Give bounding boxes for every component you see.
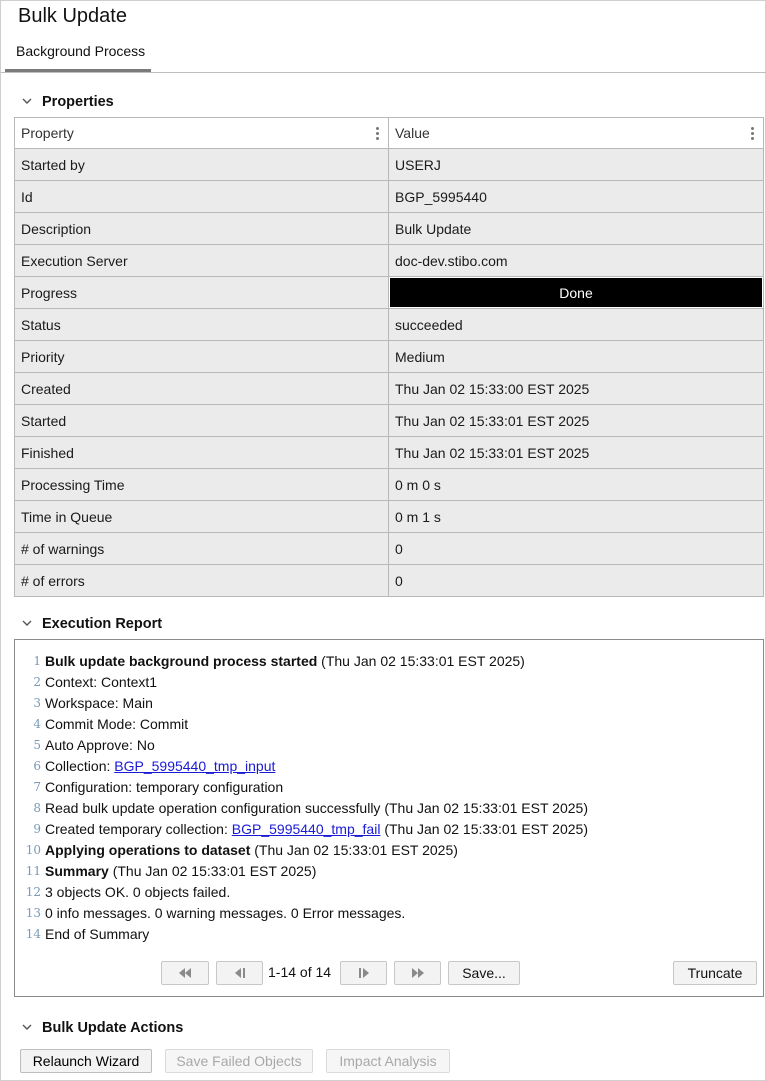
report-line bbox=[15, 671, 763, 692]
line-number: 9 bbox=[33, 821, 41, 836]
progress-cell bbox=[389, 277, 764, 309]
line-bold-text: Bulk update background process started bbox=[45, 652, 318, 669]
property-name: Started bbox=[15, 405, 389, 437]
progress-bar: Done bbox=[390, 278, 762, 307]
execution-report-panel bbox=[14, 639, 764, 997]
report-line bbox=[15, 755, 763, 776]
property-name: Processing Time bbox=[15, 469, 389, 501]
line-bold-text: Summary bbox=[45, 862, 109, 879]
page-count: 1-14 of 14 bbox=[268, 964, 332, 980]
line-number: 13 bbox=[25, 905, 41, 920]
property-name: Status bbox=[15, 309, 389, 341]
line-text bbox=[45, 758, 275, 774]
property-row[interactable] bbox=[15, 309, 764, 341]
line-number: 6 bbox=[33, 758, 41, 773]
property-value: Thu Jan 02 15:33:01 EST 2025 bbox=[389, 405, 764, 437]
line-text bbox=[45, 779, 283, 795]
line-plain-text: 0 info messages. 0 warning messages. 0 Error messages. bbox=[45, 904, 406, 921]
property-value: 0 bbox=[389, 565, 764, 597]
column-header-value[interactable] bbox=[389, 118, 764, 149]
report-line bbox=[15, 692, 763, 713]
property-name: Priority bbox=[15, 341, 389, 373]
property-name: Description bbox=[15, 213, 389, 245]
property-value: succeeded bbox=[389, 309, 764, 341]
property-row[interactable] bbox=[15, 565, 764, 597]
chevron-down-icon bbox=[20, 617, 40, 631]
next-page-icon bbox=[356, 967, 372, 979]
line-number: 10 bbox=[25, 842, 41, 857]
chevron-down-icon bbox=[20, 1021, 40, 1035]
property-name: Started by bbox=[15, 149, 389, 181]
line-text bbox=[45, 716, 188, 732]
property-value: Thu Jan 02 15:33:00 EST 2025 bbox=[389, 373, 764, 405]
line-text bbox=[45, 800, 588, 816]
property-name: Execution Server bbox=[15, 245, 389, 277]
report-line bbox=[15, 818, 763, 839]
property-value: Bulk Update bbox=[389, 213, 764, 245]
property-name: Time in Queue bbox=[15, 501, 389, 533]
line-number: 8 bbox=[33, 800, 41, 815]
line-text bbox=[45, 674, 157, 690]
property-row[interactable] bbox=[15, 341, 764, 373]
line-number: 12 bbox=[25, 884, 41, 899]
line-text bbox=[45, 884, 230, 900]
line-plain-text: 3 objects OK. 0 objects failed. bbox=[45, 883, 231, 900]
line-plain-text: (Thu Jan 02 15:33:01 EST 2025) bbox=[250, 841, 458, 858]
save-report-button[interactable]: Save... bbox=[448, 961, 520, 985]
last-page-button[interactable] bbox=[394, 961, 441, 985]
line-plain-text: Context: Context1 bbox=[45, 673, 158, 690]
property-row[interactable] bbox=[15, 373, 764, 405]
report-line bbox=[15, 881, 763, 902]
property-value: 0 m 1 s bbox=[389, 501, 764, 533]
execution-report-section-title: Execution Report bbox=[42, 616, 163, 632]
property-value: BGP_5995440 bbox=[389, 181, 764, 213]
next-page-button[interactable] bbox=[340, 961, 387, 985]
collection-link[interactable]: BGP_5995440_tmp_fail bbox=[231, 820, 381, 837]
property-row[interactable] bbox=[15, 277, 764, 309]
last-page-icon bbox=[410, 967, 426, 979]
property-row[interactable] bbox=[15, 501, 764, 533]
property-row[interactable] bbox=[15, 149, 764, 181]
property-row[interactable] bbox=[15, 245, 764, 277]
report-line bbox=[15, 860, 763, 881]
properties-section-header[interactable] bbox=[20, 92, 114, 112]
report-line bbox=[15, 776, 763, 797]
line-text bbox=[45, 695, 153, 711]
report-line bbox=[15, 734, 763, 755]
truncate-button[interactable]: Truncate bbox=[673, 961, 757, 985]
report-line bbox=[15, 839, 763, 860]
line-plain-text: (Thu Jan 02 15:33:01 EST 2025) bbox=[317, 652, 525, 669]
window-title: Bulk Update bbox=[18, 5, 127, 27]
property-row[interactable] bbox=[15, 437, 764, 469]
previous-page-icon bbox=[232, 967, 248, 979]
previous-page-button[interactable] bbox=[216, 961, 263, 985]
line-text bbox=[45, 653, 525, 669]
property-name: # of errors bbox=[15, 565, 389, 597]
column-header-property-label: Property bbox=[21, 125, 74, 141]
first-page-icon bbox=[177, 967, 193, 979]
property-value: 0 m 0 s bbox=[389, 469, 764, 501]
line-number: 5 bbox=[33, 737, 41, 752]
line-text bbox=[45, 737, 155, 753]
property-row[interactable] bbox=[15, 181, 764, 213]
report-line bbox=[15, 713, 763, 734]
tab-background-process[interactable]: Background Process bbox=[5, 37, 151, 72]
line-number: 3 bbox=[33, 695, 41, 710]
execution-report-lines bbox=[15, 650, 763, 944]
line-text bbox=[45, 905, 405, 921]
first-page-button[interactable] bbox=[161, 961, 209, 985]
line-text bbox=[45, 842, 458, 858]
line-number: 1 bbox=[33, 653, 41, 668]
relaunch-wizard-button[interactable]: Relaunch Wizard bbox=[20, 1049, 152, 1073]
property-name: Progress bbox=[15, 277, 389, 309]
line-plain-text: Created temporary collection: bbox=[45, 820, 232, 837]
line-plain-text: Commit Mode: Commit bbox=[45, 715, 189, 732]
tab-bar bbox=[1, 37, 766, 73]
properties-table bbox=[14, 117, 764, 597]
column-header-value-label: Value bbox=[395, 125, 430, 141]
report-line bbox=[15, 650, 763, 671]
bulk-update-actions-section-header[interactable] bbox=[20, 1018, 183, 1038]
property-row[interactable] bbox=[15, 405, 764, 437]
line-number: 4 bbox=[33, 716, 41, 731]
property-name: Created bbox=[15, 373, 389, 405]
property-value: doc-dev.stibo.com bbox=[389, 245, 764, 277]
report-line bbox=[15, 902, 763, 923]
line-number: 14 bbox=[25, 926, 41, 941]
line-plain-text: Collection: bbox=[45, 757, 115, 774]
collection-link[interactable]: BGP_5995440_tmp_input bbox=[114, 757, 276, 774]
property-value: USERJ bbox=[389, 149, 764, 181]
properties-section-title: Properties bbox=[42, 94, 114, 110]
report-line bbox=[15, 797, 763, 818]
line-suffix-text: (Thu Jan 02 15:33:01 EST 2025) bbox=[380, 820, 588, 837]
column-header-property[interactable] bbox=[15, 118, 389, 149]
report-line bbox=[15, 923, 763, 944]
line-plain-text: Configuration: temporary configuration bbox=[45, 778, 284, 795]
line-plain-text: Workspace: Main bbox=[45, 694, 153, 711]
line-bold-text: Applying operations to dataset bbox=[45, 841, 251, 858]
property-row[interactable] bbox=[15, 533, 764, 565]
line-text bbox=[45, 863, 316, 879]
property-row[interactable] bbox=[15, 469, 764, 501]
line-number: 2 bbox=[33, 674, 41, 689]
execution-report-section-header[interactable] bbox=[20, 614, 162, 634]
impact-analysis-button[interactable]: Impact Analysis bbox=[326, 1049, 450, 1073]
line-text bbox=[45, 926, 149, 942]
property-name: Id bbox=[15, 181, 389, 213]
property-value: 0 bbox=[389, 533, 764, 565]
report-pager bbox=[15, 961, 763, 985]
line-plain-text: Read bulk update operation configuration successfully (Thu Jan 02 15:33:01 EST 2025) bbox=[45, 799, 588, 816]
line-plain-text: Auto Approve: No bbox=[45, 736, 155, 753]
column-menu-icon[interactable] bbox=[751, 127, 755, 141]
line-text bbox=[45, 821, 588, 837]
line-plain-text: End of Summary bbox=[45, 925, 150, 942]
property-name: # of warnings bbox=[15, 533, 389, 565]
save-failed-objects-button[interactable]: Save Failed Objects bbox=[165, 1049, 313, 1073]
line-plain-text: (Thu Jan 02 15:33:01 EST 2025) bbox=[108, 862, 317, 879]
property-name: Finished bbox=[15, 437, 389, 469]
bulk-update-actions-section-title: Bulk Update Actions bbox=[42, 1020, 184, 1036]
property-row[interactable] bbox=[15, 213, 764, 245]
chevron-down-icon bbox=[20, 95, 40, 109]
line-number: 11 bbox=[25, 863, 41, 878]
property-value: Thu Jan 02 15:33:01 EST 2025 bbox=[389, 437, 764, 469]
line-number: 7 bbox=[33, 779, 41, 794]
property-value: Medium bbox=[389, 341, 764, 373]
column-menu-icon[interactable] bbox=[376, 127, 380, 141]
